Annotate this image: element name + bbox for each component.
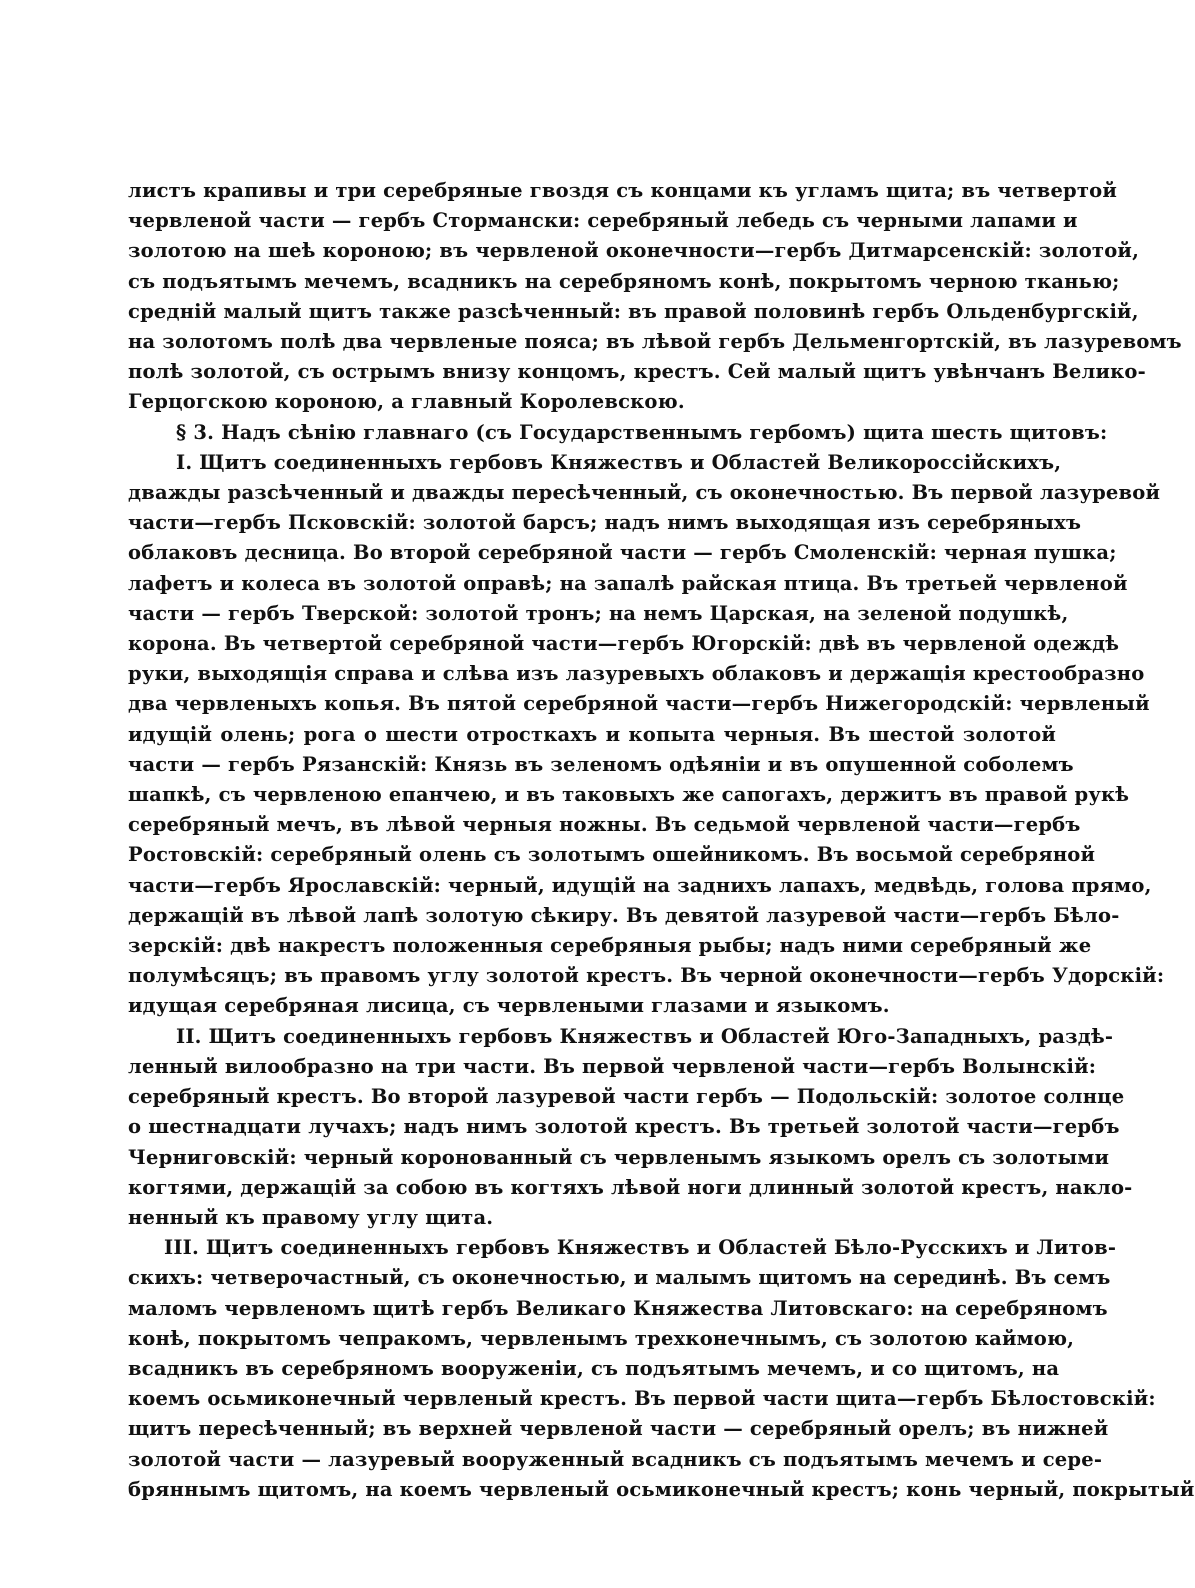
text-line: корона. Въ четвертой серебряной части—гербъ Югорскій: двѣ въ червленой одеждѣ [128, 632, 1120, 656]
text-line: съ подъятымъ мечемъ, всадникъ на серебряномъ конѣ, покрытомъ черною тканью; [128, 269, 1120, 293]
paragraph-shield-2 [128, 1022, 1133, 1233]
text-line: держащій въ лѣвой лапѣ золотую сѣкиру. Въ девятой лазуревой части—гербъ Бѣло- [128, 903, 1120, 927]
text-line: коемъ осьмиконечный червленый крестъ. Въ первой части щита—гербъ Бѣлостовскій: [128, 1387, 1156, 1411]
text-line: части — гербъ Рязанскій: Князь въ зеленомъ одѣяніи и въ опушенной соболемъ [128, 752, 1074, 776]
text-line: серебряный крестъ. Во второй лазуревой части гербъ — Подольскій: золотое солнце [128, 1085, 1125, 1109]
text-line: лафетъ и колеса въ золотой оправѣ; на запалѣ райская птица. Въ третьей червленой [128, 571, 1128, 595]
text-line: конѣ, покрытомъ чепракомъ, червленымъ трехконечнымъ, съ золотою каймою, [128, 1326, 1075, 1350]
text-line: части — гербъ Тверской: золотой тронъ; на немъ Царская, на зеленой подушкѣ, [128, 601, 1069, 625]
paragraph-section-3 [128, 418, 1108, 448]
text-line: щитъ пересѣченный; въ верхней червленой части — серебряный орелъ; въ нижней [128, 1417, 1109, 1441]
text-line: части—гербъ Ярославскій: черный, идущій на заднихъ лапахъ, медвѣдь, голова прямо, [128, 873, 1152, 897]
text-line: бряннымъ щитомъ, на коемъ червленый осьмиконечный крестъ; конь черный, покрытый [128, 1477, 1195, 1501]
text-line: ленный вилообразно на три части. Въ первой червленой части—гербъ Волынскій: [128, 1054, 1097, 1078]
paragraph-1 [128, 176, 1182, 418]
text-line: части—гербъ Псковскій: золотой барсъ; надъ нимъ выходящая изъ серебряныхъ [128, 511, 1082, 535]
text-line: зерскій: двѣ накрестъ положенныя серебряныя рыбы; надъ ними серебряный же [128, 934, 1092, 958]
text-line: руки, выходящія справа и слѣва изъ лазуревыхъ облаковъ и держащія крестообразно [128, 662, 1145, 686]
text-line: полумѣсяцъ; въ правомъ углу золотой крестъ. Въ черной оконечности—гербъ Удорскій: [128, 964, 1165, 988]
text-line: дважды разсѣченный и дважды пересѣченный, съ оконечностью. Въ первой лазуревой [128, 481, 1161, 505]
text-line: маломъ червленомъ щитѣ гербъ Великаго Княжества Литовскаго: на серебряномъ [128, 1296, 1108, 1320]
text-line: II. Щитъ соединенныхъ гербовъ Княжествъ и Областей Юго-Западныхъ, раздѣ- [176, 1024, 1114, 1048]
text-line: червленой части — гербъ Стормански: серебряный лебедь съ черными лапами и [128, 209, 1078, 233]
text-line: о шестнадцати лучахъ; надъ нимъ золотой крестъ. Въ третьей золотой части—гербъ [128, 1115, 1120, 1139]
text-line: I. Щитъ соединенныхъ гербовъ Княжествъ и Областей Великороссійскихъ, [176, 450, 1062, 474]
text-line: облаковъ десница. Во второй серебряной части — гербъ Смоленскій: черная пушка; [128, 541, 1117, 565]
text-line: когтями, держащій за собою въ когтяхъ лѣвой ноги длинный золотой крестъ, накло- [128, 1175, 1133, 1199]
section-heading: § 3. Надъ сѣнію главнаго (съ Государственнымъ гербомъ) щита шесть щитовъ: [176, 420, 1108, 444]
paragraph-shield-3 [128, 1233, 1195, 1505]
text-line: скихъ: четверочастный, съ оконечностью, и малымъ щитомъ на серединѣ. Въ семъ [128, 1266, 1111, 1290]
text-line: III. Щитъ соединенныхъ гербовъ Княжествъ и Областей Бѣло-Русскихъ и Литов- [164, 1236, 1117, 1260]
text-line: средній малый щитъ также разсѣченный: въ правой половинѣ гербъ Ольденбургскій, [128, 299, 1139, 323]
text-line: Черниговскій: черный коронованный съ червленымъ языкомъ орелъ съ золотыми [128, 1145, 1110, 1169]
text-line: идущій олень; рога о шести отросткахъ и копыта черныя. Въ шестой золотой [128, 722, 1056, 746]
text-line: идущая серебряная лисица, съ червлеными глазами и языкомъ. [128, 994, 890, 1018]
text-line: серебряный мечъ, въ лѣвой черныя ножны. Въ седьмой червленой части—гербъ [128, 813, 1081, 837]
text-line: золотою на шеѣ короною; въ червленой оконечности—гербъ Дитмарсенскій: золотой, [128, 239, 1140, 263]
text-line: ненный къ правому углу щита. [128, 1205, 494, 1229]
text-line: полѣ золотой, съ острымъ внизу концомъ, крестъ. Сей малый щитъ увѣнчанъ Велико- [128, 360, 1146, 384]
paragraph-shield-1 [128, 448, 1165, 1022]
text-line: на золотомъ полѣ два червленые пояса; въ лѣвой гербъ Дельменгортскій, въ лазуревомъ [128, 330, 1182, 354]
text-line: Ростовскій: серебряный олень съ золотымъ ошейникомъ. Въ восьмой серебряной [128, 843, 1096, 867]
text-line: всадникъ въ серебряномъ вооруженіи, съ подъятымъ мечемъ, и со щитомъ, на [128, 1356, 1060, 1380]
text-line: шапкѣ, съ червленою епанчею, и въ таковыхъ же сапогахъ, держитъ въ правой рукѣ [128, 783, 1130, 807]
document-body [128, 176, 1195, 1505]
text-line: Герцогскою короною, а главный Королевскою. [128, 390, 685, 414]
text-line: два червленыхъ копья. Въ пятой серебряной части—гербъ Нижегородскій: червленый [128, 692, 1150, 716]
text-line: листъ крапивы и три серебряные гвоздя съ концами къ угламъ щита; въ четвертой [128, 179, 1118, 202]
text-line: золотой части — лазуревый вооруженный всадникъ съ подъятымъ мечемъ и сере- [128, 1447, 1103, 1471]
